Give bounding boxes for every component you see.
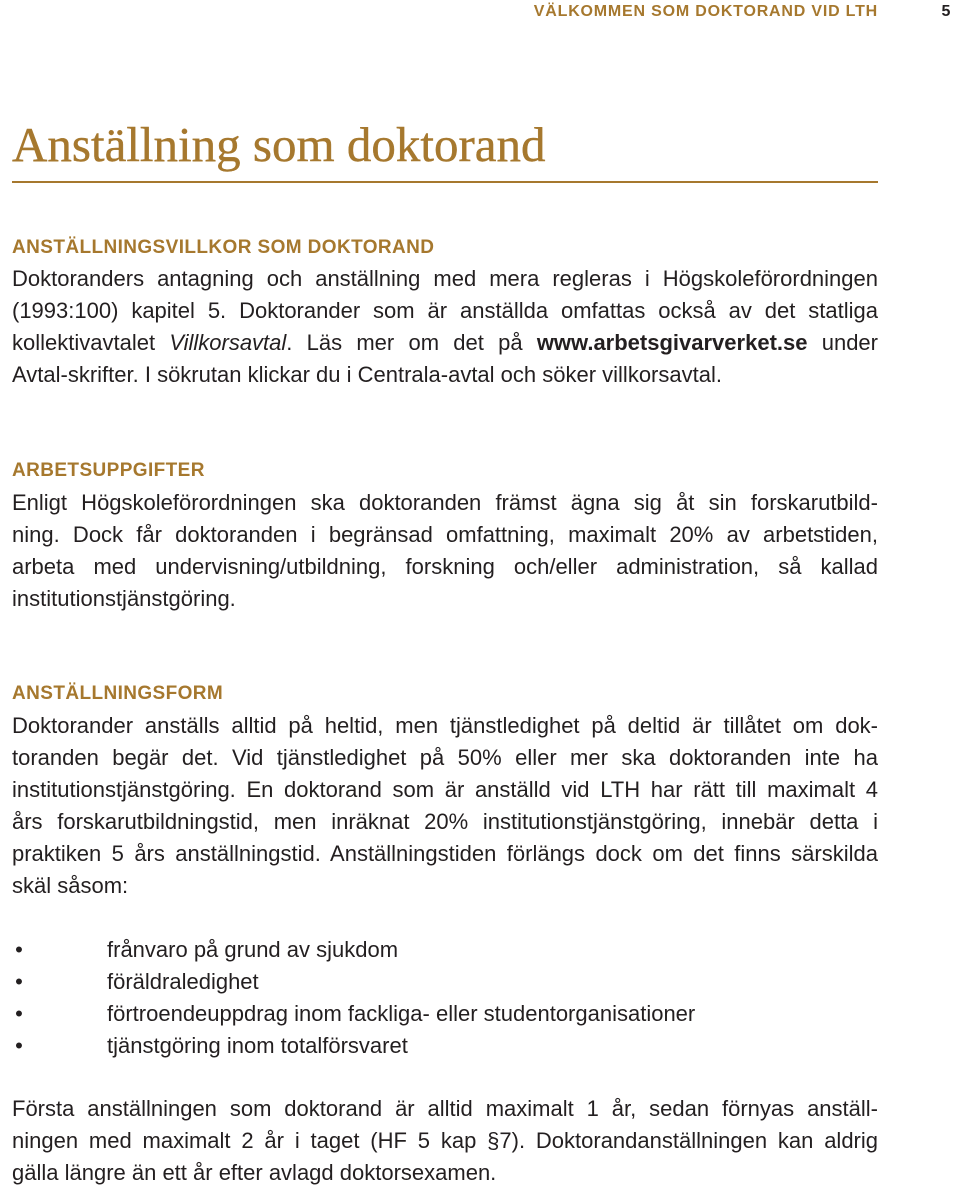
title-rule bbox=[12, 181, 878, 183]
line-text: . Läs mer om det på bbox=[286, 330, 537, 355]
bullet-text: tjänstgöring inom totalförsvaret bbox=[107, 1033, 408, 1058]
bullet-icon: • bbox=[15, 969, 23, 994]
paragraph-anstallningsvillkor bbox=[12, 263, 878, 391]
paragraph-line: arbeta med undervisning/utbildning, forskning och/eller administration, så kallad bbox=[12, 554, 878, 579]
paragraph-line: praktiken 5 års anställningstid. Anställningstiden förlängs dock om det finns särskilda bbox=[12, 841, 878, 866]
paragraph-line: ningen med maximalt 2 år i taget (HF 5 kap §7). Doktorandanställningen kan aldrig bbox=[12, 1128, 878, 1153]
paragraph-line: institutionstjänstgöring. En doktorand som är anställd vid LTH har rätt till maximalt 4 bbox=[12, 777, 878, 802]
paragraph-line: års forskarutbildningstid, men inräknat 20% institutionstjänstgöring, innebär detta i bbox=[12, 809, 878, 834]
paragraph-closing bbox=[12, 1093, 878, 1189]
agreement-name: Villkorsavtal bbox=[169, 330, 287, 355]
line-text: kollektivavtalet bbox=[12, 330, 170, 355]
website-link[interactable]: www.arbetsgivarverket.se bbox=[536, 330, 808, 355]
bullet-icon: • bbox=[15, 1001, 23, 1026]
paragraph-line: Doktorander anställs alltid på heltid, men tjänstledighet på deltid är tillåtet om dok- bbox=[12, 713, 878, 738]
paragraph-line: skäl såsom: bbox=[12, 873, 129, 898]
section-heading-anstallningsvillkor: ANSTÄLLNINGSVILLKOR SOM DOKTORAND bbox=[12, 237, 435, 258]
line-text: under bbox=[807, 330, 878, 355]
bullet-item bbox=[12, 998, 878, 1030]
page-title: Anställning som doktorand bbox=[12, 117, 546, 172]
bullet-text: föräldraledighet bbox=[107, 969, 259, 994]
paragraph-arbetsuppgifter bbox=[12, 487, 878, 615]
paragraph-line: Doktoranders antagning och anställning med mera regleras i Högskoleförordningen bbox=[12, 266, 878, 291]
bullet-item bbox=[12, 966, 878, 998]
bullet-icon: • bbox=[15, 937, 23, 962]
bullet-text: frånvaro på grund av sjukdom bbox=[107, 937, 399, 962]
bullet-text: förtroendeuppdrag inom fackliga- eller studentorganisationer bbox=[107, 1001, 696, 1026]
bullet-item bbox=[12, 934, 878, 966]
bullet-item bbox=[12, 1030, 878, 1062]
paragraph-line: gälla längre än ett år efter avlagd doktorsexamen. bbox=[12, 1160, 497, 1185]
paragraph-line: (1993:100) kapitel 5. Doktorander som är anställda omfattas också av det statliga bbox=[12, 298, 878, 323]
paragraph-line: toranden begär det. Vid tjänstledighet på 50% eller mer ska doktoranden inte ha bbox=[12, 745, 878, 770]
paragraph-line: Första anställningen som doktorand är alltid maximalt 1 år, sedan förnyas anställ- bbox=[12, 1096, 878, 1121]
bullet-icon: • bbox=[15, 1033, 23, 1058]
paragraph-line: institutionstjänstgöring. bbox=[12, 586, 236, 611]
section-heading-anstallningsform: ANSTÄLLNINGSFORM bbox=[12, 683, 224, 704]
paragraph-line: Enligt Högskoleförordningen ska doktoranden främst ägna sig åt sin forskarutbild- bbox=[12, 490, 878, 515]
paragraph-line bbox=[12, 327, 878, 359]
page-number: 5 bbox=[941, 3, 951, 20]
section-heading-arbetsuppgifter: ARBETSUPPGIFTER bbox=[12, 460, 205, 481]
paragraph-line: ning. Dock får doktoranden i begränsad omfattning, maximalt 20% av arbetstiden, bbox=[12, 522, 878, 547]
running-header: VÄLKOMMEN SOM DOKTORAND VID LTH bbox=[533, 3, 878, 20]
paragraph-line: Avtal-skrifter. I sökrutan klickar du i Centrala-avtal och söker villkorsavtal. bbox=[12, 362, 722, 387]
bullet-list bbox=[12, 934, 878, 1062]
paragraph-anstallningsform bbox=[12, 710, 878, 902]
